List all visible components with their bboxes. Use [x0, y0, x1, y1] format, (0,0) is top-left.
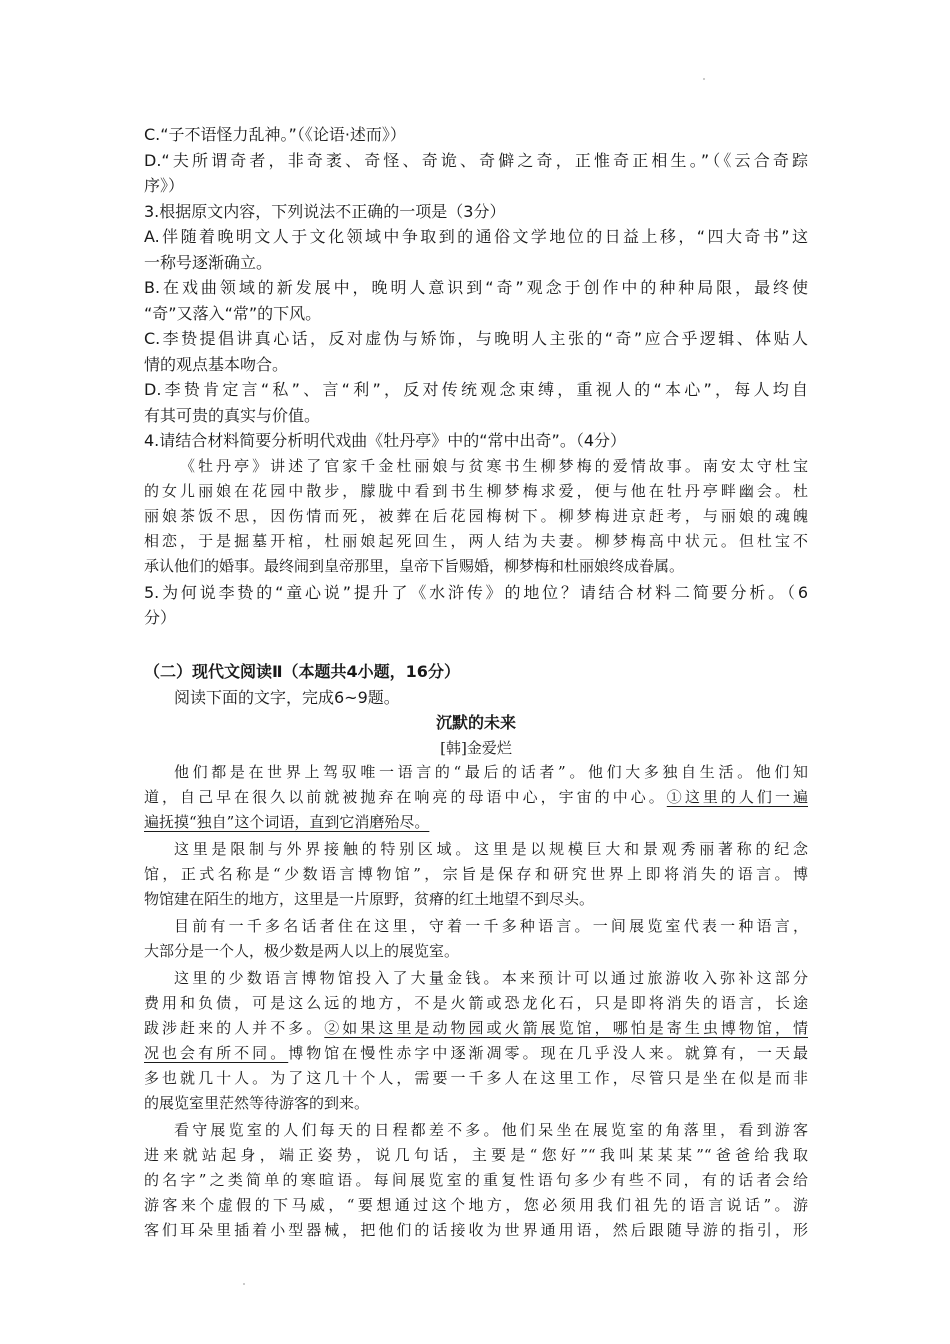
underlined-sentence-2: 况也会有所不同。: [144, 1044, 289, 1063]
option-d-line: 序》）: [144, 176, 185, 195]
passage-author: [韩]金爱烂: [440, 739, 512, 758]
passage-line: 的展览室里茫然等待游客的到来。: [144, 1094, 370, 1113]
q3-option-c: 情的观点基本吻合。: [144, 354, 289, 374]
passage-line: 目前有一千多名话者住在这里，守着一千多种语言。一间展览室代表一种语言，: [174, 917, 808, 936]
underlined-sentence-2: ②如果这里是动物园或火箭展览馆，哪怕是寄生虫博物馆，情: [324, 1019, 808, 1038]
question-5-stem: 5.为何说李贽的“童心说”提升了《水浒传》的地位？请结合材料二简要分析。（6: [144, 582, 808, 602]
page-content: [144, 122, 808, 1243]
passage-line: 费用和负债，可是这么远的地方，不是火箭或恐龙化石，只是即将消失的语言，长途: [144, 994, 808, 1013]
passage-line: 况也会有所不同。博物馆在慢性赤字中逐渐凋零。现在几乎没人来。就算有，一天最: [144, 1044, 808, 1063]
q4-material-line: 的女儿丽娘在花园中散步，朦胧中看到书生柳梦梅求爱，便与他在牡丹亭畔幽会。杜: [144, 481, 808, 500]
question-3-stem: 3.根据原文内容，下列说法不正确的一项是（3分）: [144, 201, 506, 221]
section-heading: （二）现代文阅读Ⅱ（本题共4小题，16分）: [144, 661, 460, 681]
q3-option-a: 一称号逐渐确立。: [144, 252, 273, 272]
question-4-stem: 4.请结合材料简要分析明代戏曲《牡丹亭》中的“常中出奇”。（4分）: [144, 431, 627, 450]
passage-line: 进来就站起身，端正姿势，说几句话，主要是“您好”“我叫某某某”“爸爸给我取: [144, 1146, 808, 1165]
q3-option-d: 有其可贵的真实与价值。: [144, 405, 321, 425]
passage-line: [144, 810, 808, 835]
passage-line: 的名字”之类简单的寒暄语。每间展览室的重复性语句多少有些不同，有的话者会给: [144, 1171, 808, 1190]
passage-line: 看守展览室的人们每天的日程都差不多。他们呆坐在展览室的角落里，看到游客: [174, 1121, 808, 1140]
question-5-stem: 分）: [144, 608, 177, 628]
passage-line: 道，自己早在很久以前就被抛弃在响亮的母语中心，宇宙的中心。①这里的人们一遍: [144, 788, 808, 807]
passage-line: 馆，正式名称是“少数语言博物馆”，宗旨是保存和研究世界上即将消失的语言。博: [144, 865, 808, 884]
passage-line: 跋涉赶来的人并不多。②如果这里是动物园或火箭展览馆，哪怕是寄生虫博物馆，情: [144, 1019, 808, 1038]
option-c-line: C.“子不语怪力乱神。”（《论语·述而》）: [144, 125, 406, 144]
q3-option-d: D.李贽肯定言“私”、言“利”，反对传统观念束缚，重视人的“本心”，每人均自: [144, 380, 808, 399]
underlined-sentence-1: ①这里的人们一遍: [666, 788, 808, 807]
q3-option-b: B.在戏曲领域的新发展中，晚明人意识到“奇”观念于创作中的种种局限，最终使: [144, 278, 808, 297]
passage-line: 这里是限制与外界接触的特别区域。这里是以规模巨大和景观秀丽著称的纪念: [174, 840, 808, 859]
option-d-line: D.“夫所谓奇者，非奇袤、奇怪、奇诡、奇僻之奇，正惟奇正相生。”（《云合奇踪: [144, 150, 808, 170]
underlined-sentence-1: 遍抚摸“独自”这个词语，直到它消磨殆尽。: [144, 813, 430, 832]
q3-option-b: “奇”又落入“常”的下风。: [144, 303, 322, 323]
passage-title: 沉默的未来: [435, 713, 516, 733]
q4-material-line: 丽娘茶饭不思，因伤情而死，被葬在后花园梅树下。柳梦梅进京赶考，与丽娘的魂魄: [144, 506, 808, 525]
passage-line: 游客来个虚假的下马威，“要想通过这个地方，您必须用我们祖先的语言说话”。游: [144, 1196, 808, 1215]
passage-line: 多也就几十人。为了这几十个人，需要一千多人在这里工作，尽管只是坐在似是而非: [144, 1069, 808, 1088]
q4-material-line: 承认他们的婚事。最终闹到皇帝那里，皇帝下旨赐婚，柳梦梅和杜丽娘终成眷属。: [144, 557, 685, 576]
scan-speck: [243, 1283, 245, 1285]
q3-option-a: A.伴随着晚明文人于文化领域中争取到的通俗文学地位的日益上移，“四大奇书”这: [144, 227, 808, 246]
passage-line: 客们耳朵里插着小型器械，把他们的话接收为世界通用语，然后跟随导游的指引，形: [144, 1221, 808, 1240]
scan-speck: [703, 78, 705, 80]
passage-line: 这里的少数语言博物馆投入了大量金钱。本来预计可以通过旅游收入弥补这部分: [174, 969, 808, 988]
q4-material-line: 《牡丹亭》讲述了官家千金杜丽娘与贫寒书生柳梦梅的爱情故事。南安太守杜宝: [180, 456, 808, 475]
q4-material-line: 相恋，于是掘墓开棺，杜丽娘起死回生，两人结为夫妻。柳梦梅高中状元。但杜宝不: [144, 532, 808, 551]
reading-instruction: 阅读下面的文字，完成6~9题。: [174, 687, 400, 707]
q3-option-c: C.李贽提倡讲真心话，反对虚伪与矫饰，与晚明人主张的“奇”应合乎逻辑、体贴人: [144, 329, 808, 348]
passage-line: 大部分是一个人，极少数是两人以上的展览室。: [144, 942, 460, 961]
passage-line: 他们都是在世界上驾驭唯一语言的“最后的话者”。他们大多独自生活。他们知: [174, 763, 808, 782]
passage-line: 物馆建在陌生的地方，这里是一片原野，贫瘠的红土地望不到尽头。: [144, 890, 595, 909]
